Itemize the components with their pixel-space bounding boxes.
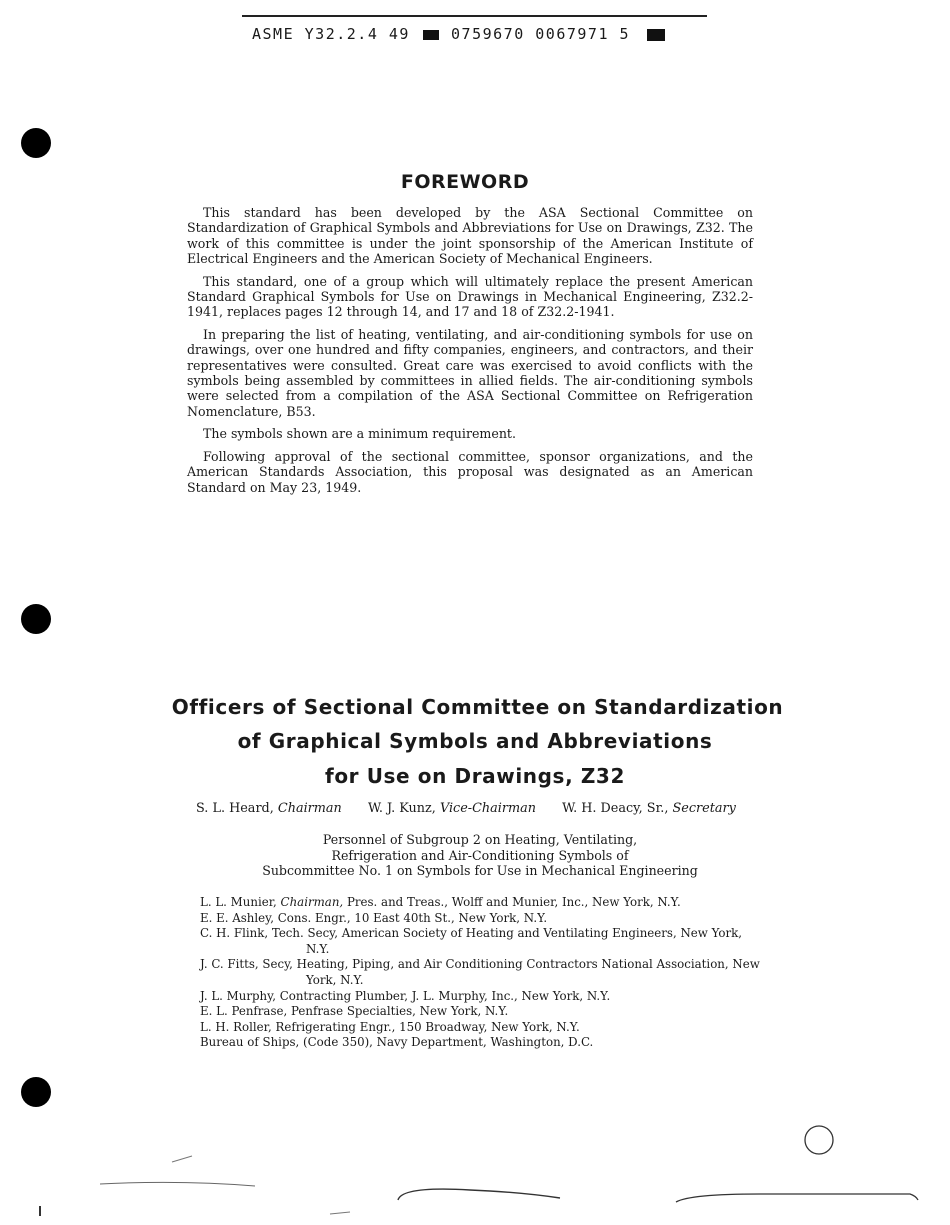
- scan-stroke: [172, 1156, 192, 1162]
- vice-chairman-role: Vice-Chairman: [439, 801, 536, 816]
- scan-stroke: [676, 1194, 918, 1202]
- foreword-paragraph: This standard, one of a group which will ultimately replace the present American Standard Graphical Symbols for Use on Drawings in Mechanical Engineering, Z32.2-1941, replaces pages 12 through 14, and 17 and 18 of Z32.2-1941.: [187, 273, 753, 320]
- binder-hole-bottom: [21, 1077, 51, 1107]
- subgroup-line: Personnel of Subgroup 2 on Heating, Ventilating,: [322, 832, 638, 847]
- foreword-paragraph: Following approval of the sectional committee, sponsor organizations, and the American Standards Association, this proposal was designated as an American Standard on May 23, 1949.: [187, 448, 753, 495]
- ring-mark: [805, 1126, 833, 1154]
- member-entry: L. H. Roller, Refrigerating Engr., 150 Broadway, New York, N.Y.: [200, 1019, 580, 1034]
- member-entry: [200, 895, 768, 911]
- member-entry: E. E. Ashley, Cons. Engr., 10 East 40th St., New York, N.Y.: [200, 910, 548, 925]
- binder-hole-middle: [21, 604, 51, 634]
- chairman-role: Chairman: [277, 801, 342, 816]
- document-code-left: ASME Y32.2.4 49: [252, 25, 410, 43]
- redaction-block: [423, 30, 439, 40]
- scan-stroke: [100, 1182, 255, 1186]
- member-entry: C. H. Flink, Tech. Secy, American Society of Heating and Ventilating Engineers, New York, N.Y.: [200, 926, 743, 956]
- member-chairman-role: Chairman,: [280, 895, 344, 909]
- header-rule: [242, 15, 707, 17]
- foreword-body: [187, 205, 753, 502]
- barcode-mark: [647, 29, 665, 41]
- secretary-name: W. H. Deacy, Sr.,: [562, 801, 669, 816]
- member-entry: J. L. Murphy, Contracting Plumber, J. L. Murphy, Inc., New York, N.Y.: [200, 988, 611, 1003]
- binder-hole-top: [21, 128, 51, 158]
- officers-title-line-2: of Graphical Symbols and Abbreviations: [237, 729, 713, 753]
- officers-title-line-3: for Use on Drawings, Z32: [325, 764, 625, 788]
- foreword-paragraph: The symbols shown are a minimum requirement.: [203, 426, 516, 442]
- chairman-name: S. L. Heard,: [196, 801, 274, 816]
- subgroup-line: Subcommittee No. 1 on Symbols for Use in Mechanical Engineering: [262, 863, 698, 879]
- member-chairman-affiliation: Pres. and Treas., Wolff and Munier, Inc., New York, N.Y.: [346, 895, 681, 909]
- secretary-role: Secretary: [672, 801, 736, 816]
- foreword-paragraph: This standard has been developed by the ASA Sectional Committee on Standardization of Graphical Symbols and Abbreviations for Use on Drawings, Z32. The work of this committee is under the joint sponsorship of the American Institute of Electrical Engineers and the American Society of Mechanical Engineers.: [187, 205, 753, 267]
- subgroup-line: Refrigeration and Air-Conditioning Symbols of: [331, 847, 629, 863]
- foreword-paragraph: In preparing the list of heating, ventilating, and air-conditioning symbols for use on drawings, over one hundred and fifty companies, engineers, and contractors, and their representatives were consulted. Great care was exercised to avoid conflicts with the symbols being assembled by committees in allied fields. The air-conditioning symbols were selected from a compilation of the ASA Sectional Committee on Refrigeration Nomenclature, B53.: [187, 326, 753, 419]
- member-entry: J. C. Fitts, Secy, Heating, Piping, and Air Conditioning Contractors National Association, New York, N.Y.: [200, 957, 760, 987]
- officers-list: [196, 801, 766, 816]
- scan-artifacts: [0, 1110, 950, 1225]
- officers-title-line-1: Officers of Sectional Committee on Standardization: [171, 695, 784, 719]
- member-chairman-name: L. L. Munier,: [200, 895, 277, 909]
- document-code: [252, 25, 665, 43]
- foreword-title: FOREWORD: [400, 171, 530, 193]
- scan-stroke: [398, 1189, 560, 1200]
- subgroup-heading: [200, 832, 760, 879]
- member-list: [200, 895, 768, 1051]
- document-code-right: 0759670 0067971 5: [451, 25, 631, 43]
- member-entry: E. L. Penfrase, Penfrase Specialties, New York, N.Y.: [200, 1004, 509, 1019]
- vice-chairman-name: W. J. Kunz,: [367, 801, 436, 816]
- scan-stroke: [330, 1212, 350, 1214]
- member-entry: Bureau of Ships, (Code 350), Navy Department, Washington, D.C.: [200, 1035, 594, 1050]
